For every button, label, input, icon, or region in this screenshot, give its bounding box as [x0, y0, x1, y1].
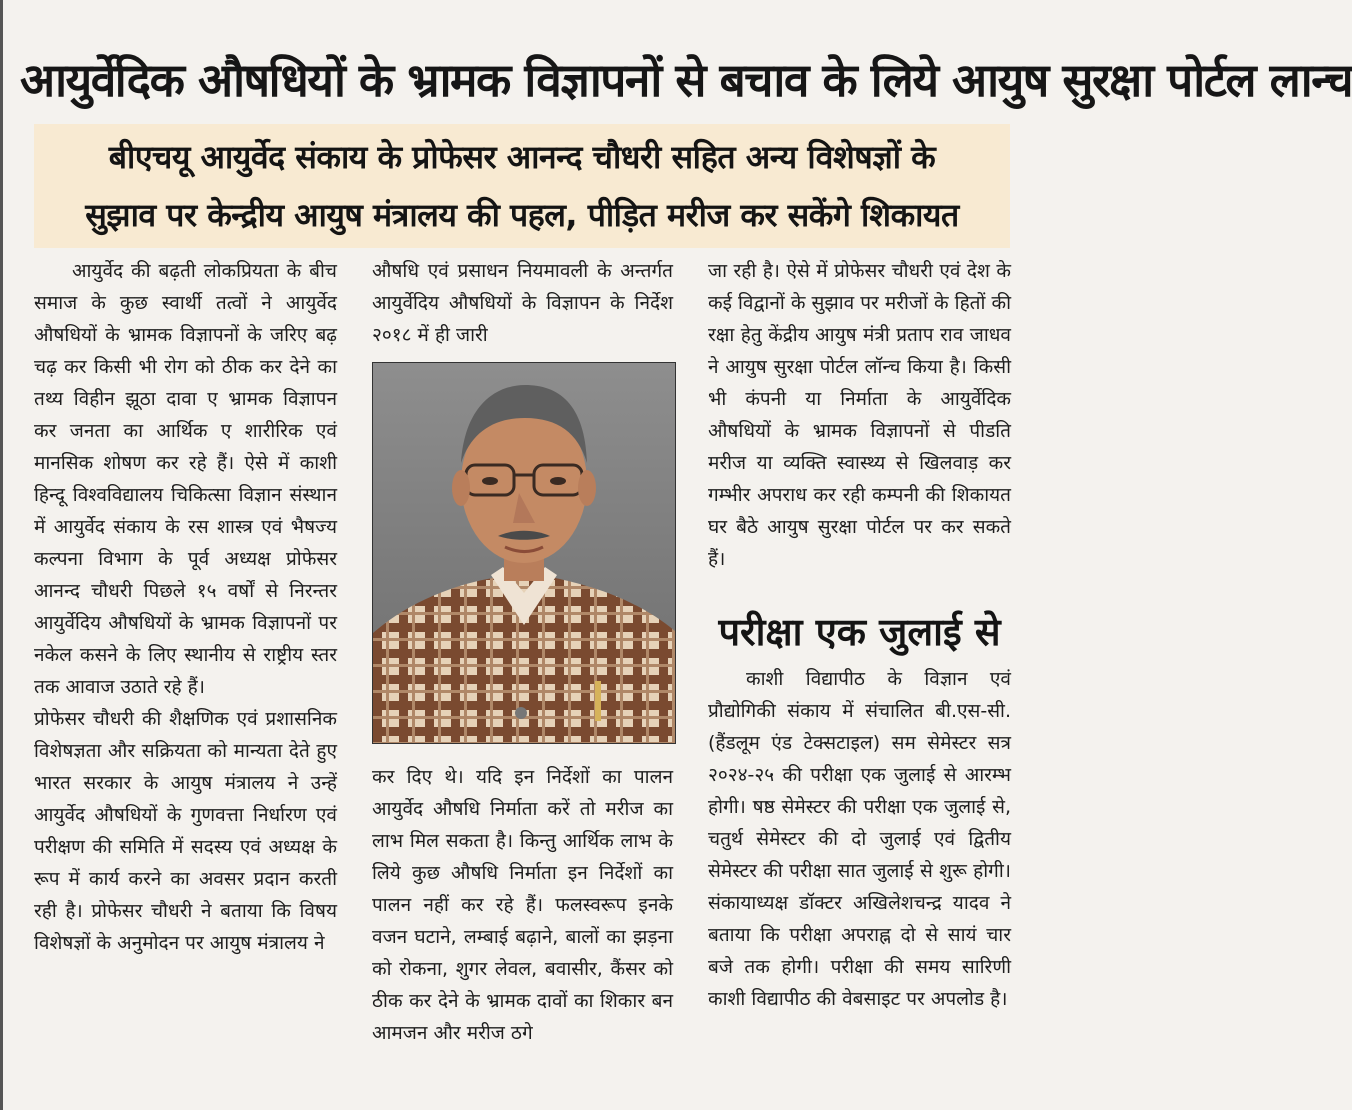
article-column-2-top-text: औषधि एवं प्रसाधन नियमावली के अन्तर्गत आयुर्वेदिय औषधियों के विज्ञापन के निर्देश २०१८ में ही जारी: [372, 260, 673, 346]
professor-photo: [372, 362, 676, 744]
subheadline-line-2: सुझाव पर केन्द्रीय आयुष मंत्रालय की पहल, पीड़ित मरीज कर सकेंगे शिकायत: [85, 196, 959, 234]
article-column-2-bottom: [372, 761, 673, 1081]
article-paragraph-2: प्रोफेसर चौधरी की शैक्षणिक एवं प्रशासनिक विशेषज्ञता और सक्रियता को मान्यता देते हुए भारत सरकार के आयुष मंत्रालय ने उन्हें आयुर्वेद औषधियों के गुणवत्ता निर्धारण एवं परीक्षण की समिति में सदस्य एवं अध्यक्ष के रूप में कार्य करने का अवसर प्रदान करती रही है। प्रोफेसर चौधरी ने बताया कि विषय विशेषज्ञों के अनुमोदन पर आयुष मंत्रालय ने: [34, 708, 337, 954]
subheadline-line-1: बीएचयू आयुर्वेद संकाय के प्रोफेसर आनन्द चौधरी सहित अन्य विशेषज्ञों के: [108, 138, 936, 176]
article-paragraph-1: आयुर्वेद की बढ़ती लोकप्रियता के बीच समाज के कुछ स्वार्थी तत्वों ने आयुर्वेद औषधियों के भ्रामक विज्ञापनों के जरिए बढ़ चढ़ कर किसी भी रोग को ठीक कर देने का तथ्य विहीन झूठा दावा ए भ्रामक विज्ञापन कर जनता का आर्थिक ए शारीरिक एवं मानसिक शोषण कर रहे हैं। ऐसे में काशी हिन्दू विश्वविद्यालय चिकित्सा विज्ञान संस्थान में आयुर्वेद संकाय के रस शास्त्र एवं भैषज्य कल्पना विभाग के पूर्व अध्यक्ष प्रोफेसर आनन्द चौधरी पिछले १५ वर्षों से निरन्तर आयुर्वेदिय औषधियों के भ्रामक विज्ञापनों पर नकेल कसने के लिए स्थानीय से राष्ट्रीय स्तर तक आवाज उठाते रहे हैं।: [34, 260, 337, 698]
article-column-3: [708, 255, 1011, 605]
second-story-text: काशी विद्यापीठ के विज्ञान एवं प्रौद्योगिकी संकाय में संचालित बी.एस-सी. (हैंडलूम एंड टेक्सटाइल) सम सेमेस्टर सत्र २०२४-२५ की परीक्षा एक जुलाई से आरम्भ होगी। षष्ठ सेमेस्टर की परीक्षा एक जुलाई से, चतुर्थ सेमेस्टर की दो जुलाई एवं द्वितीय सेमेस्टर की परीक्षा सात जुलाई से शुरू होगी। संकायाध्यक्ष डॉक्टर अखिलेशचन्द्र यादव ने बताया कि परीक्षा अपराह्न दो से सायं चार बजे तक होगी। परीक्षा की समय सारिणी काशी विद्यापीठ की वेबसाइट पर अपलोड है।: [708, 668, 1011, 1010]
subheadline-box: [34, 124, 1010, 248]
portrait-illustration: [373, 363, 675, 743]
second-story-body: [708, 663, 1011, 1081]
article-column-2-bottom-text: कर दिए थे। यदि इन निर्देशों का पालन आयुर्वेद औषधि निर्माता करें तो मरीज का लाभ मिल सकता है। किन्तु आर्थिक लाभ के लिये कुछ औषधि निर्माता इन निर्देशों का पालन नहीं कर रहे हैं। फलस्वरूप इनके वजन घटाने, लम्बाई बढ़ाने, बालों का झड़ना को रोकना, शुगर लेवल, बवासीर, कैंसर को ठीक कर देने के भ्रामक दावों का शिकार बन आमजन और मरीज ठगे: [372, 766, 673, 1044]
page-left-rule: [0, 0, 3, 1110]
second-story-title: परीक्षा एक जुलाई से: [718, 610, 1001, 654]
article-column-1: [34, 255, 337, 1075]
headline: आयुर्वेदिक औषधियों के भ्रामक विज्ञापनों से बचाव के लिये आयुष सुरक्षा पोर्टल लान्च: [20, 53, 1352, 107]
article-column-2-top: [372, 255, 673, 355]
article-column-3-text: जा रही है। ऐसे में प्रोफेसर चौधरी एवं देश के कई विद्वानों के सुझाव पर मरीजों के हितों की रक्षा हेतु केंद्रीय आयुष मंत्री प्रताप राव जाधव ने आयुष सुरक्षा पोर्टल लॉन्च किया है। किसी भी कंपनी या निर्माता के आयुर्वेदिक औषधियों के भ्रामक विज्ञापनों से पीडति मरीज या व्यक्ति स्वास्थ्य से खिलवाड़ कर गम्भीर अपराध कर रही कम्पनी की शिकायत घर बैठे आयुष सुरक्षा पोर्टल पर कर सकते हैं।: [708, 260, 1011, 570]
